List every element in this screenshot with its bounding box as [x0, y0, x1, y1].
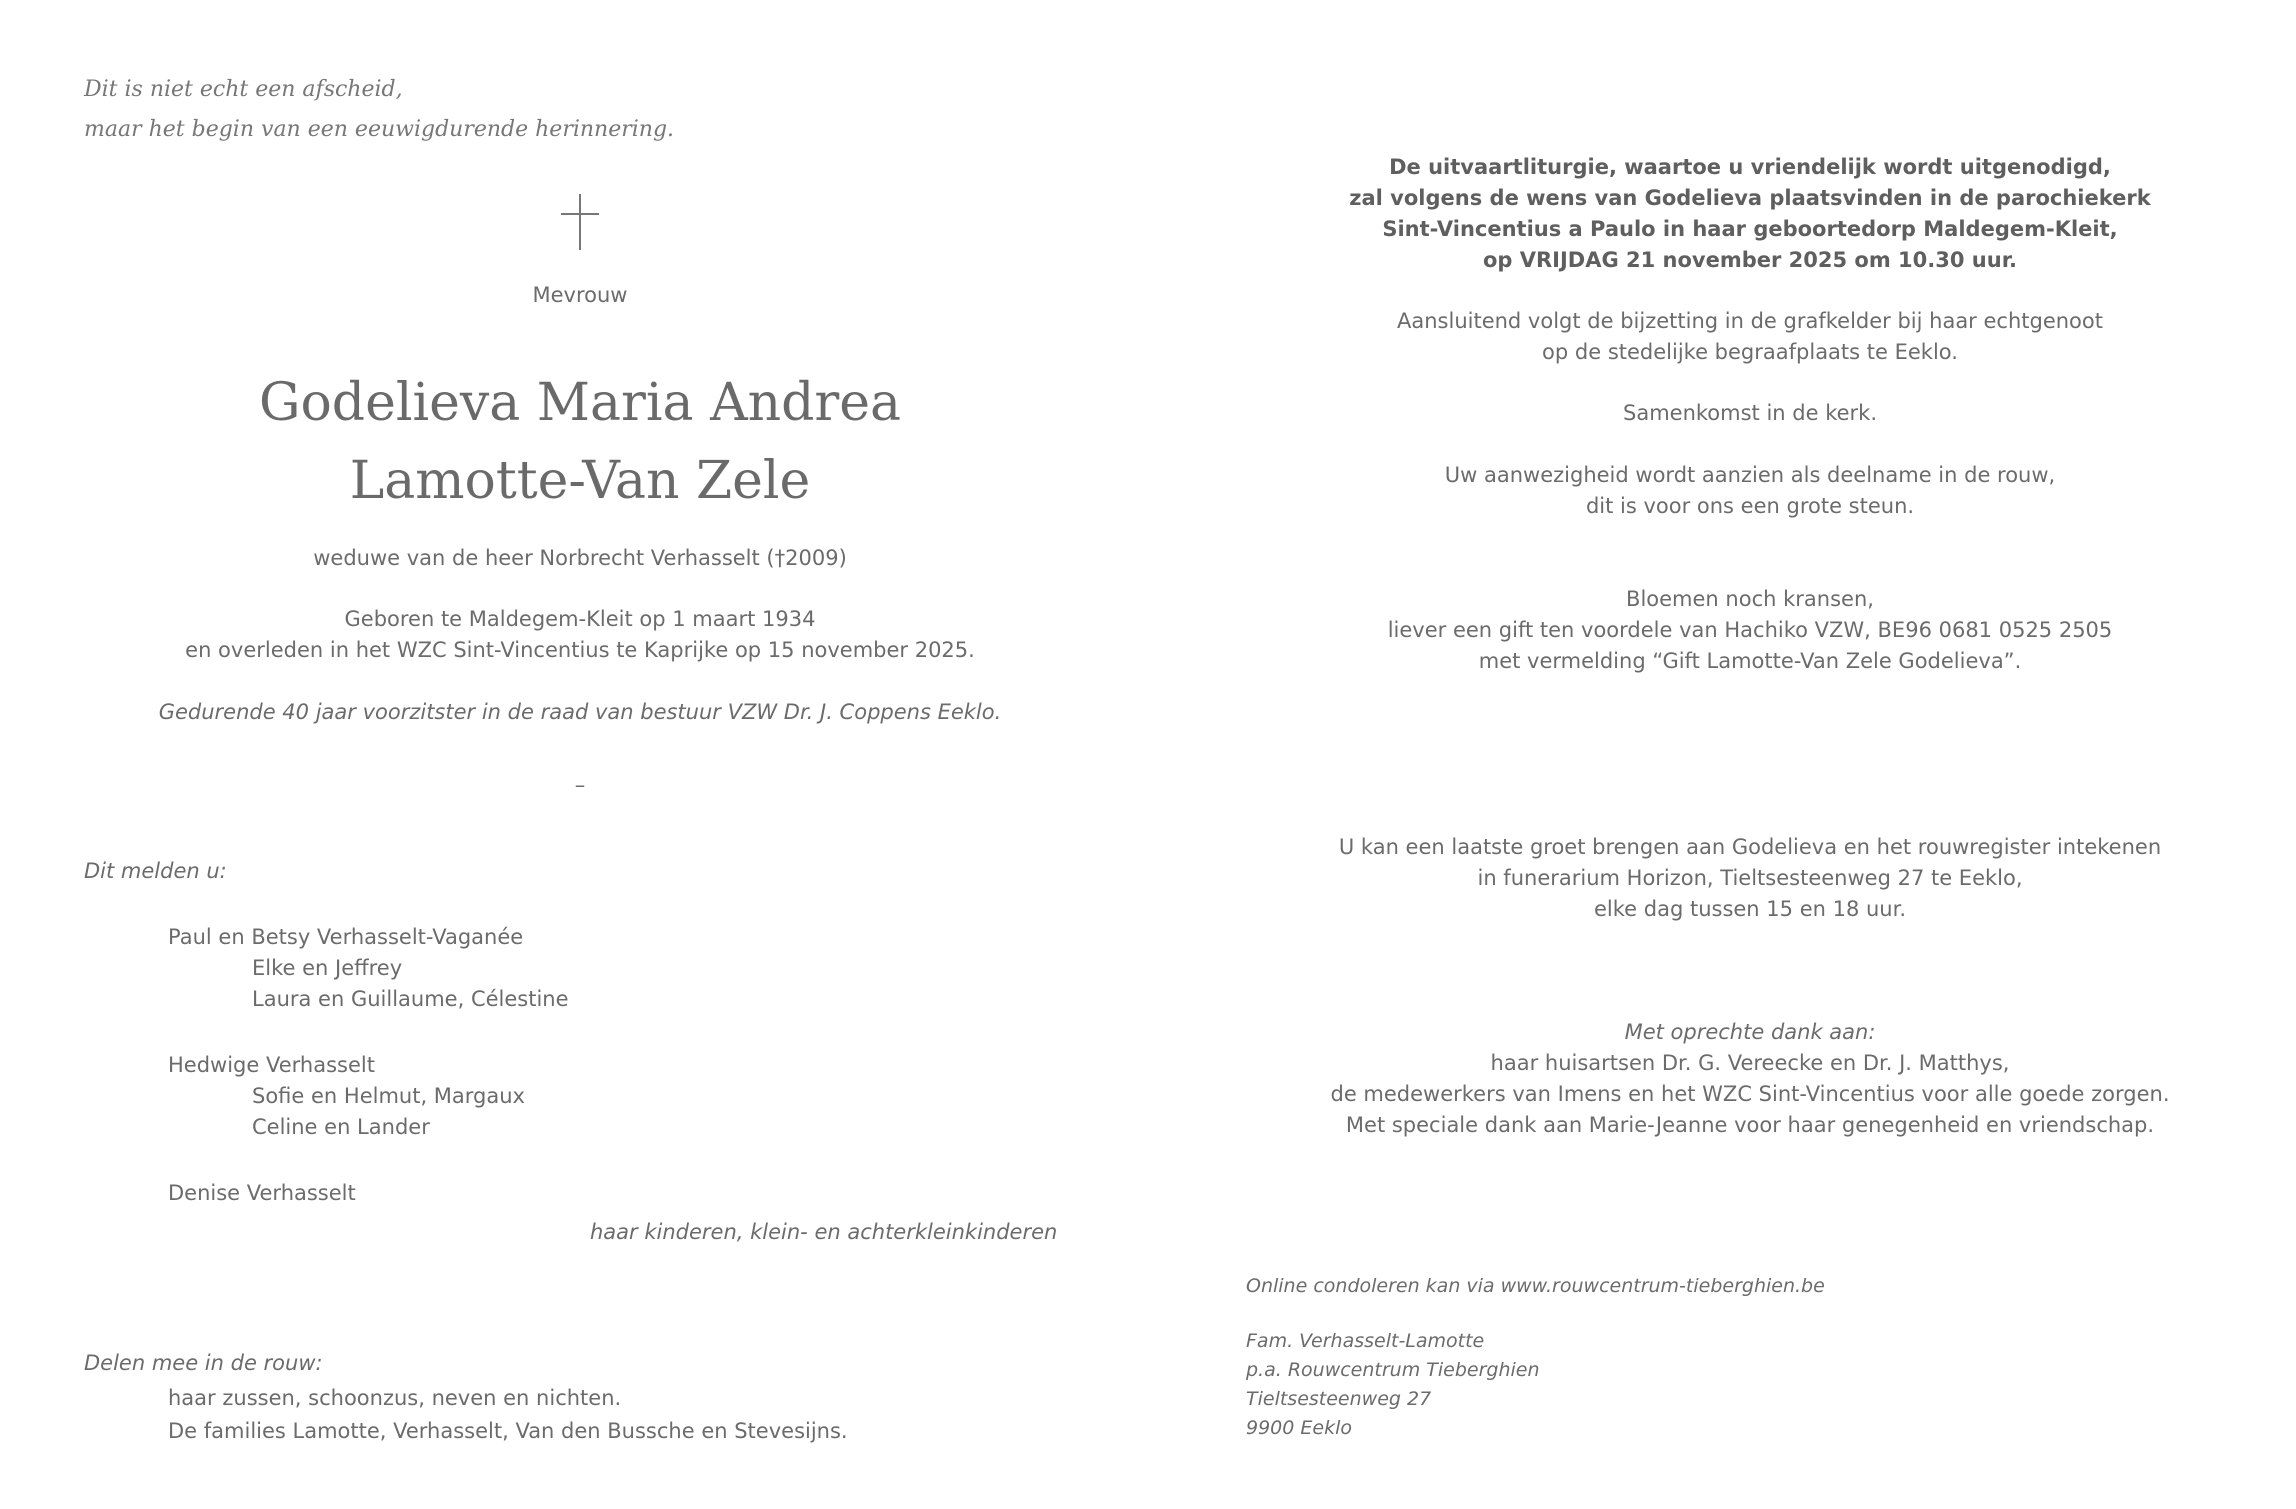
address-line: 9900 Eeklo	[1246, 1417, 1352, 1439]
flowers-block	[1240, 584, 2260, 677]
grandchildren: Laura en Guillaume, Célestine	[252, 987, 569, 1011]
visit-block	[1240, 832, 2260, 925]
announce-label: Dit melden u:	[84, 859, 227, 883]
visit-line: U kan een laatste groet brengen aan Godelieva en het rouwregister intekenen	[1338, 835, 2162, 859]
presence-line: Uw aanwezigheid wordt aanzien als deelname in de rouw,	[1444, 463, 2056, 487]
name-line-2: Lamotte-Van Zele	[349, 451, 811, 511]
thanks-line: haar huisartsen Dr. G. Vereecke en Dr. J. Matthys,	[1490, 1051, 2010, 1075]
chair-line: Gedurende 40 jaar voorzitster in de raad van bestuur VZW Dr. J. Coppens Eeklo.	[158, 700, 1002, 724]
visit-line: in funerarium Horizon, Tieltsesteenweg 27 te Eeklo,	[1477, 866, 2023, 890]
family-member: Hedwige Verhasselt	[168, 1053, 375, 1077]
widow-line: weduwe van de heer Norbrecht Verhasselt (†2009)	[313, 546, 847, 570]
mourning-lines	[168, 1382, 848, 1448]
mourning-label: Delen mee in de rouw:	[84, 1351, 323, 1375]
liturgy-line: op VRIJDAG 21 november 2025 om 10.30 uur.	[1482, 248, 2018, 272]
name-line-1: Godelieva Maria Andrea	[258, 373, 902, 433]
liturgy-line: De uitvaartliturgie, waartoe u vriendelijk wordt uitgenodigd,	[1389, 155, 2111, 179]
family-caption: haar kinderen, klein- en achterkleinkinderen	[590, 1220, 1058, 1244]
quote-line: Dit is niet echt een afscheid,	[84, 77, 403, 102]
grandchildren: Sofie en Helmut, Margaux	[252, 1084, 525, 1108]
family-list	[168, 922, 569, 1209]
cross-icon	[380, 192, 780, 256]
address-line: p.a. Rouwcentrum Tieberghien	[1246, 1359, 1540, 1381]
salutation: Mevrouw	[532, 283, 628, 307]
visit-line: elke dag tussen 15 en 18 uur.	[1594, 897, 1906, 921]
grandchildren: Celine en Lander	[252, 1115, 430, 1139]
deceased-name	[80, 364, 1080, 520]
liturgy-line: Sint-Vincentius a Paulo in haar geboortedorp Maldegem-Kleit,	[1382, 217, 2118, 241]
address-line: Fam. Verhasselt-Lamotte	[1246, 1330, 1485, 1352]
thanks-line: de medewerkers van Imens en het WZC Sint-Vincentius voor alle goede zorgen.	[1330, 1082, 2170, 1106]
thanks-block	[1240, 1017, 2260, 1141]
presence-line: dit is voor ons een grote steun.	[1585, 494, 1915, 518]
grandchildren: Elke en Jeffrey	[252, 956, 403, 980]
born-line: Geboren te Maldegem-Kleit op 1 maart 1934	[344, 607, 816, 631]
mourning-line: De families Lamotte, Verhasselt, Van den Bussche en Stevesijns.	[168, 1419, 848, 1443]
thanks-line: Met speciale dank aan Marie-Jeanne voor haar genegenheid en vriendschap.	[1345, 1113, 2155, 1137]
flowers-line: liever een gift ten voordele van Hachiko VZW, BE96 0681 0525 2505	[1387, 618, 2113, 642]
family-address	[1246, 1327, 1540, 1443]
birth-death	[80, 604, 1080, 666]
thanks-label: Met oprechte dank aan:	[1624, 1020, 1876, 1044]
separator-dash: –	[574, 773, 586, 797]
liturgy-line: zal volgens de wens van Godelieva plaatsvinden in de parochiekerk	[1349, 186, 2151, 210]
presence-block	[1240, 460, 2260, 522]
flowers-line: Bloemen noch kransen,	[1626, 587, 1874, 611]
flowers-line: met vermelding “Gift Lamotte-Van Zele Godelieva”.	[1478, 649, 2022, 673]
family-member: Denise Verhasselt	[168, 1181, 356, 1205]
gathering-line: Samenkomst in de kerk.	[1623, 401, 1877, 425]
burial-line: op de stedelijke begraafplaats te Eeklo.	[1542, 340, 1958, 364]
family-member: Paul en Betsy Verhasselt-Vaganée	[168, 925, 524, 949]
opening-quote	[84, 70, 674, 150]
online-condolences: Online condoleren kan via www.rouwcentrum-tieberghien.be	[1246, 1275, 1825, 1297]
died-line: en overleden in het WZC Sint-Vincentius te Kaprijke op 15 november 2025.	[185, 638, 975, 662]
liturgy-block	[1240, 152, 2260, 276]
burial-line: Aansluitend volgt de bijzetting in de grafkelder bij haar echtgenoot	[1397, 309, 2103, 333]
mourning-line: haar zussen, schoonzus, neven en nichten.	[168, 1386, 622, 1410]
burial-block	[1240, 306, 2260, 368]
quote-line: maar het begin van een eeuwigdurende herinnering.	[84, 117, 675, 142]
address-line: Tieltsesteenweg 27	[1246, 1388, 1432, 1410]
